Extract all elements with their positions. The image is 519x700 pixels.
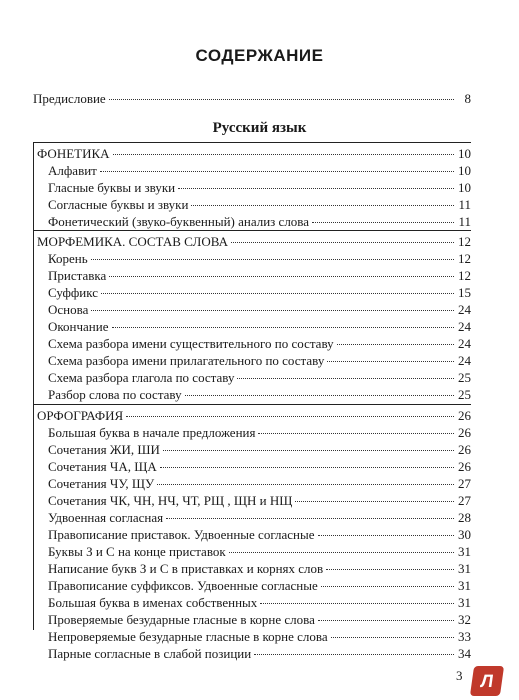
toc-label: Парные согласные в слабой позиции (48, 646, 252, 661)
toc-label: Большая буква в начале предложения (48, 425, 256, 440)
dot-leader (91, 259, 454, 260)
toc-page: 25 (458, 387, 471, 402)
toc-page: 26 (458, 408, 471, 423)
dot-leader (101, 293, 454, 294)
toc-label: Сочетания ЧК, ЧН, НЧ, ЧТ, РЩ , ЩН и НЩ (48, 493, 293, 508)
toc-page: 12 (458, 268, 471, 283)
group-bracket (33, 404, 34, 630)
toc-label: Большая буква в именах собственных (48, 595, 258, 610)
toc-label: Предисловие (33, 91, 106, 106)
toc-page: 30 (458, 527, 471, 542)
section-title: Русский язык (212, 120, 307, 136)
dot-leader (112, 327, 455, 328)
toc-entry (48, 476, 471, 492)
toc-page: 12 (458, 251, 471, 266)
toc-page: 11 (458, 197, 471, 212)
dot-leader (178, 188, 454, 189)
toc-page: 24 (458, 302, 471, 317)
toc-entry (48, 459, 471, 475)
toc-page: 10 (458, 146, 471, 161)
toc-label: ФОНЕТИКА (37, 146, 110, 161)
group-bracket (33, 142, 34, 232)
toc-entry (48, 425, 471, 441)
toc-group-heading (37, 234, 471, 250)
toc-page: 24 (458, 319, 471, 334)
dot-leader (229, 552, 454, 553)
dot-leader (100, 171, 454, 172)
toc-entry (48, 353, 471, 369)
toc-entry (48, 319, 471, 335)
toc-label: МОРФЕМИКА. СОСТАВ СЛОВА (37, 234, 228, 249)
toc-page: 33 (458, 629, 471, 644)
toc-label: Правописание суффиксов. Удвоенные согласные (48, 578, 318, 593)
page-number: 3 (456, 668, 463, 683)
dot-leader (337, 344, 454, 345)
toc-page: 26 (458, 442, 471, 457)
toc-entry (48, 285, 471, 301)
toc-label: Гласные буквы и звуки (48, 180, 176, 195)
dot-leader (312, 222, 454, 223)
toc-entry (48, 251, 471, 267)
dot-leader (160, 467, 454, 468)
toc-label: Фонетический (звуко-буквенный) анализ слова (48, 214, 310, 229)
group-divider (33, 230, 471, 231)
group-divider (33, 142, 471, 143)
toc-group-heading (37, 146, 471, 162)
toc-label: Схема разбора имени существительного по составу (48, 336, 334, 351)
toc-label: Буквы З и С на конце приставок (48, 544, 226, 559)
dot-leader (327, 361, 454, 362)
toc-page: 32 (458, 612, 471, 627)
toc-page: 31 (458, 561, 471, 576)
toc-page: 28 (458, 510, 471, 525)
toc-entry (48, 629, 471, 645)
toc-page: 26 (458, 459, 471, 474)
dot-leader (260, 603, 454, 604)
toc-label: Суффикс (48, 285, 99, 300)
toc-page: 27 (458, 476, 471, 491)
toc-label: Приставка (48, 268, 107, 283)
toc-page: 25 (458, 370, 471, 385)
page-title: СОДЕРЖАНИЕ (195, 46, 324, 65)
toc-page: 26 (458, 425, 471, 440)
toc-label: Проверяемые безударные гласные в корне слова (48, 612, 315, 627)
toc-entry (48, 578, 471, 594)
toc-entry (48, 544, 471, 560)
toc-entry (48, 646, 471, 662)
dot-leader (166, 518, 454, 519)
toc-page: 31 (458, 578, 471, 593)
dot-leader (109, 276, 454, 277)
group-divider (33, 404, 471, 405)
toc-entry (48, 510, 471, 526)
toc-page: 31 (458, 595, 471, 610)
dot-leader (185, 395, 454, 396)
dot-leader (126, 416, 454, 417)
toc-page: 15 (458, 285, 471, 300)
toc-group-heading (37, 408, 471, 424)
toc-page: 34 (458, 646, 471, 661)
toc-entry (48, 493, 471, 509)
toc-page: 27 (458, 493, 471, 508)
toc-page: 31 (458, 544, 471, 559)
dot-leader (331, 637, 454, 638)
dot-leader (109, 99, 454, 100)
toc-label: Написание букв З и С в приставках и корнях слов (48, 561, 324, 576)
toc-entry (48, 302, 471, 318)
toc-entry (48, 442, 471, 458)
toc-entry (48, 336, 471, 352)
toc-page: 11 (458, 214, 471, 229)
toc-page: 8 (464, 91, 471, 106)
dot-leader (113, 154, 454, 155)
publisher-logo-icon: Л (470, 666, 504, 696)
dot-leader (321, 586, 454, 587)
dot-leader (318, 620, 454, 621)
toc-entry (48, 527, 471, 543)
toc-entry (48, 612, 471, 628)
dot-leader (163, 450, 454, 451)
toc-label: Непроверяемые безударные гласные в корне слова (48, 629, 328, 644)
toc-label: Основа (48, 302, 89, 317)
toc-label: Сочетания ЖИ, ШИ (48, 442, 160, 457)
toc-label: Разбор слова по составу (48, 387, 182, 402)
toc-page: 24 (458, 336, 471, 351)
toc-page: 12 (458, 234, 471, 249)
toc-label: Окончание (48, 319, 109, 334)
toc-entry (48, 370, 471, 386)
toc-entry-preface (33, 91, 471, 107)
toc-label: Удвоенная согласная (48, 510, 164, 525)
toc-label: Правописание приставок. Удвоенные согласные (48, 527, 315, 542)
toc-entry (48, 163, 471, 179)
toc-label: Корень (48, 251, 88, 266)
toc-entry (48, 561, 471, 577)
toc-entry (48, 387, 471, 403)
toc-entry (48, 180, 471, 196)
dot-leader (295, 501, 454, 502)
group-bracket (33, 230, 34, 407)
dot-leader (191, 205, 454, 206)
toc-label: Схема разбора глагола по составу (48, 370, 235, 385)
dot-leader (231, 242, 454, 243)
dot-leader (326, 569, 454, 570)
toc-page: 10 (458, 163, 471, 178)
toc-entry (48, 197, 471, 213)
dot-leader (157, 484, 454, 485)
toc-entry (48, 595, 471, 611)
toc-label: Схема разбора имени прилагательного по составу (48, 353, 325, 368)
toc-label: Сочетания ЧА, ЩА (48, 459, 157, 474)
toc-page: 10 (458, 180, 471, 195)
toc-page: 24 (458, 353, 471, 368)
dot-leader (318, 535, 455, 536)
toc-label: Сочетания ЧУ, ЩУ (48, 476, 155, 491)
toc-entry (48, 268, 471, 284)
toc-label: Алфавит (48, 163, 97, 178)
toc-entry (48, 214, 471, 230)
toc-label: Согласные буквы и звуки (48, 197, 189, 212)
dot-leader (258, 433, 454, 434)
dot-leader (237, 378, 454, 379)
toc-label: ОРФОГРАФИЯ (37, 408, 124, 423)
dot-leader (254, 654, 454, 655)
dot-leader (91, 310, 454, 311)
